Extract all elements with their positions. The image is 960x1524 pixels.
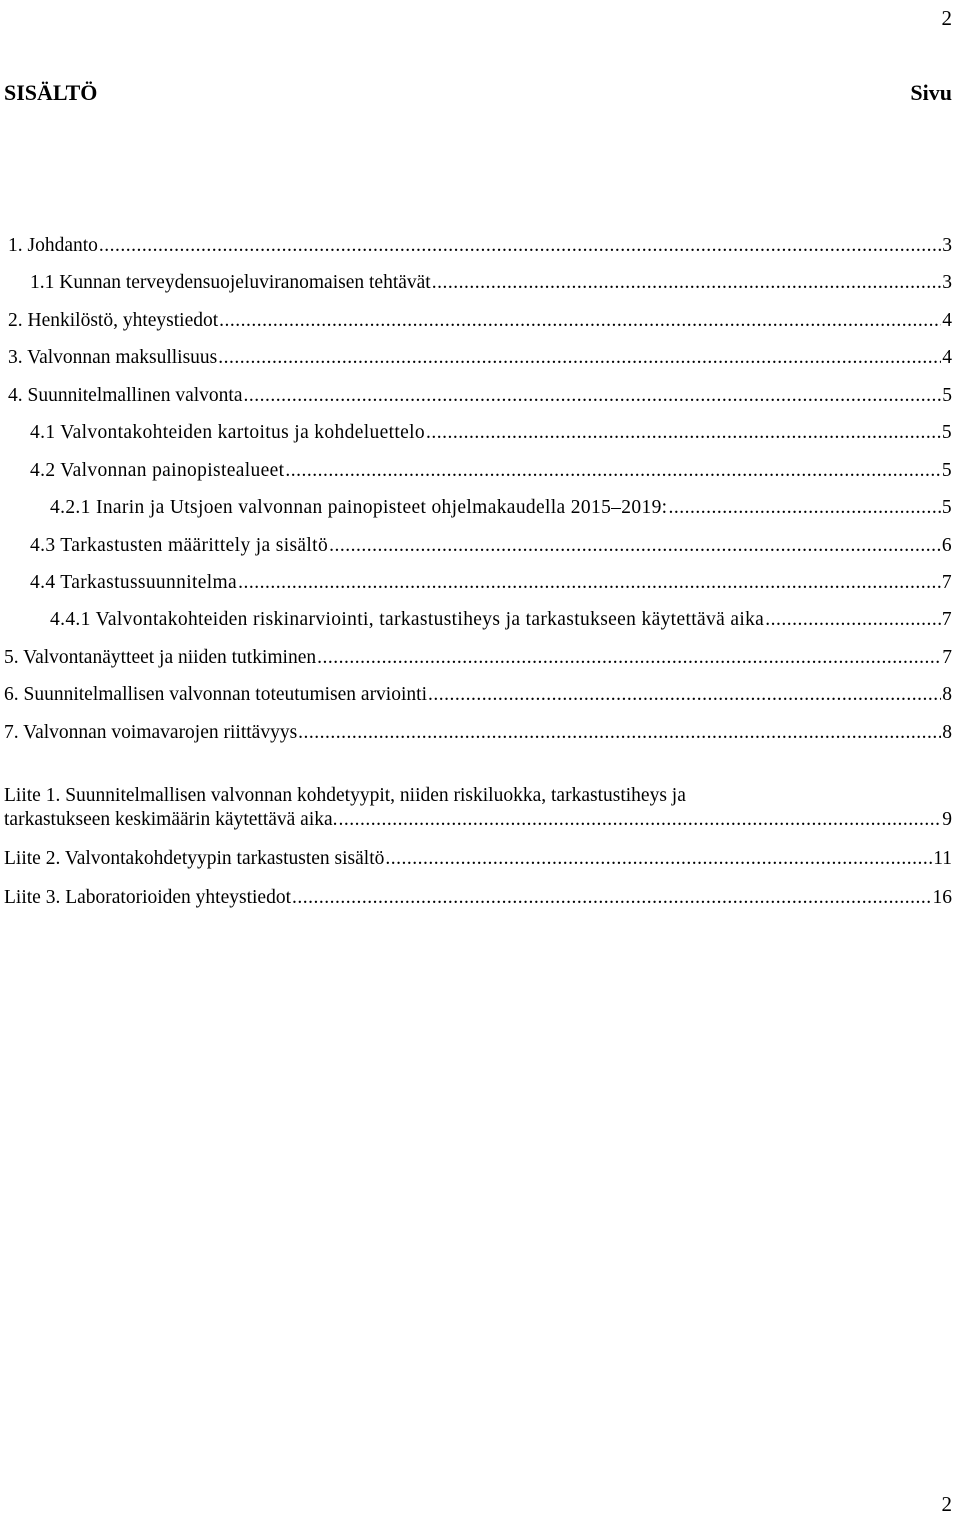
- toc-page-column-label: Sivu: [910, 80, 952, 105]
- toc-entry-6[interactable]: [4, 683, 952, 707]
- toc-entry-johdanto[interactable]: [8, 234, 952, 258]
- toc-entry-page: 8: [942, 722, 952, 743]
- toc-entry-text: 7. Valvonnan voimavarojen riittävyys: [4, 722, 298, 743]
- toc-leader: [219, 309, 941, 333]
- toc-entry-text: 5. Valvontanäytteet ja niiden tutkiminen: [4, 647, 317, 668]
- toc-entry-page: 7: [941, 609, 952, 630]
- toc-leader: [238, 571, 941, 595]
- toc-entry-4-3[interactable]: [30, 534, 952, 558]
- toc-entry-3[interactable]: [8, 346, 952, 370]
- toc-entry-page: 9: [942, 809, 952, 830]
- toc-entry-text: Liite 3. Laboratorioiden yhteystiedot: [4, 887, 292, 908]
- toc-entry-liite-2[interactable]: [4, 847, 952, 871]
- toc-leader: [298, 721, 941, 745]
- toc-entry-4[interactable]: [8, 384, 952, 408]
- toc-entry-page: 5: [941, 497, 952, 518]
- toc-leader: [244, 384, 942, 408]
- toc-leader: [426, 421, 941, 445]
- toc-entry-page: 3: [942, 272, 952, 293]
- toc-entry-liite-1-line1[interactable]: Liite 1. Suunnitelmallisen valvonnan kohdetyypit, niiden riskiluokka, tarkastustiheys ja: [4, 785, 686, 806]
- toc-leader: [765, 608, 941, 632]
- page-number: 2: [941, 6, 952, 30]
- toc-entry-page: 7: [941, 572, 952, 593]
- toc-entry-page: 4: [942, 310, 952, 331]
- toc-entry-page: 3: [942, 235, 952, 256]
- toc-leader: [99, 234, 941, 258]
- toc-entry-text: 4.4 Tarkastussuunnitelma: [30, 572, 238, 593]
- footer-page-number: 2: [941, 1492, 952, 1516]
- toc-entry-page: 11: [933, 848, 952, 869]
- toc-leader: [339, 808, 942, 832]
- toc-entry-liite-3[interactable]: [4, 886, 952, 910]
- toc-entry-text: 1. Johdanto: [8, 235, 98, 256]
- toc-entry-text: 4.1 Valvontakohteiden kartoitus ja kohdeluettelo: [30, 422, 425, 443]
- toc-entry-text: 4. Suunnitelmallinen valvonta: [8, 385, 243, 406]
- toc-entry-page: 4: [942, 347, 952, 368]
- toc-entry-page: 6: [941, 535, 952, 556]
- toc-leader: [317, 646, 941, 670]
- toc-entry-4-2-1[interactable]: [50, 496, 952, 520]
- toc-entry-page: 5: [942, 385, 952, 406]
- toc-entry-4-4[interactable]: [30, 571, 952, 595]
- toc-leader: [285, 459, 941, 483]
- toc-entry-text: 4.2.1 Inarin ja Utsjoen valvonnan painopisteet ohjelmakaudella 2015–2019:: [50, 497, 668, 518]
- toc-entry-page: 7: [942, 647, 952, 668]
- toc-entry-5[interactable]: [4, 646, 952, 670]
- toc-entry-text: 4.2 Valvonnan painopistealueet: [30, 460, 285, 481]
- toc-leader: [432, 271, 942, 295]
- toc-title: SISÄLTÖ: [4, 80, 98, 105]
- toc-entry-text: 1.1 Kunnan terveydensuojeluviranomaisen tehtävät: [30, 272, 431, 293]
- toc-entry-page: 8: [942, 684, 952, 705]
- toc-entry-text: 4.3 Tarkastusten määrittely ja sisältö: [30, 535, 329, 556]
- toc-entry-text: 6. Suunnitelmallisen valvonnan toteutumisen arviointi: [4, 684, 427, 705]
- toc-entry-2[interactable]: [8, 309, 952, 333]
- toc-heading: [4, 80, 952, 106]
- toc-entry-4-4-1[interactable]: [50, 608, 952, 632]
- toc-leader: [218, 346, 941, 370]
- toc-entry-page: 5: [941, 460, 952, 481]
- toc-entry-page: 5: [941, 422, 952, 443]
- toc-leader: [668, 496, 940, 520]
- toc-entry-text: Liite 2. Valvontakohdetyypin tarkastusten sisältö: [4, 848, 385, 869]
- toc-entry-7[interactable]: [4, 721, 952, 745]
- toc-entry-liite-1[interactable]: [4, 808, 952, 832]
- toc-entry-text: 2. Henkilöstö, yhteystiedot: [8, 310, 219, 331]
- toc-leader: [428, 683, 941, 707]
- toc-entry-text: 4.4.1 Valvontakohteiden riskinarviointi, tarkastustiheys ja tarkastukseen käytettävä aika: [50, 609, 765, 630]
- toc-leader: [292, 886, 931, 910]
- toc-entry-page: 16: [932, 887, 952, 908]
- toc-entry-4-2[interactable]: [30, 459, 952, 483]
- toc-leader: [385, 847, 932, 871]
- toc-entry-text: 3. Valvonnan maksullisuus: [8, 347, 218, 368]
- toc-leader: [329, 534, 941, 558]
- toc-entry-1-1[interactable]: [30, 271, 952, 295]
- toc-entry-4-1[interactable]: [30, 421, 952, 445]
- toc-entry-text: tarkastukseen keskimäärin käytettävä aika.: [4, 809, 338, 830]
